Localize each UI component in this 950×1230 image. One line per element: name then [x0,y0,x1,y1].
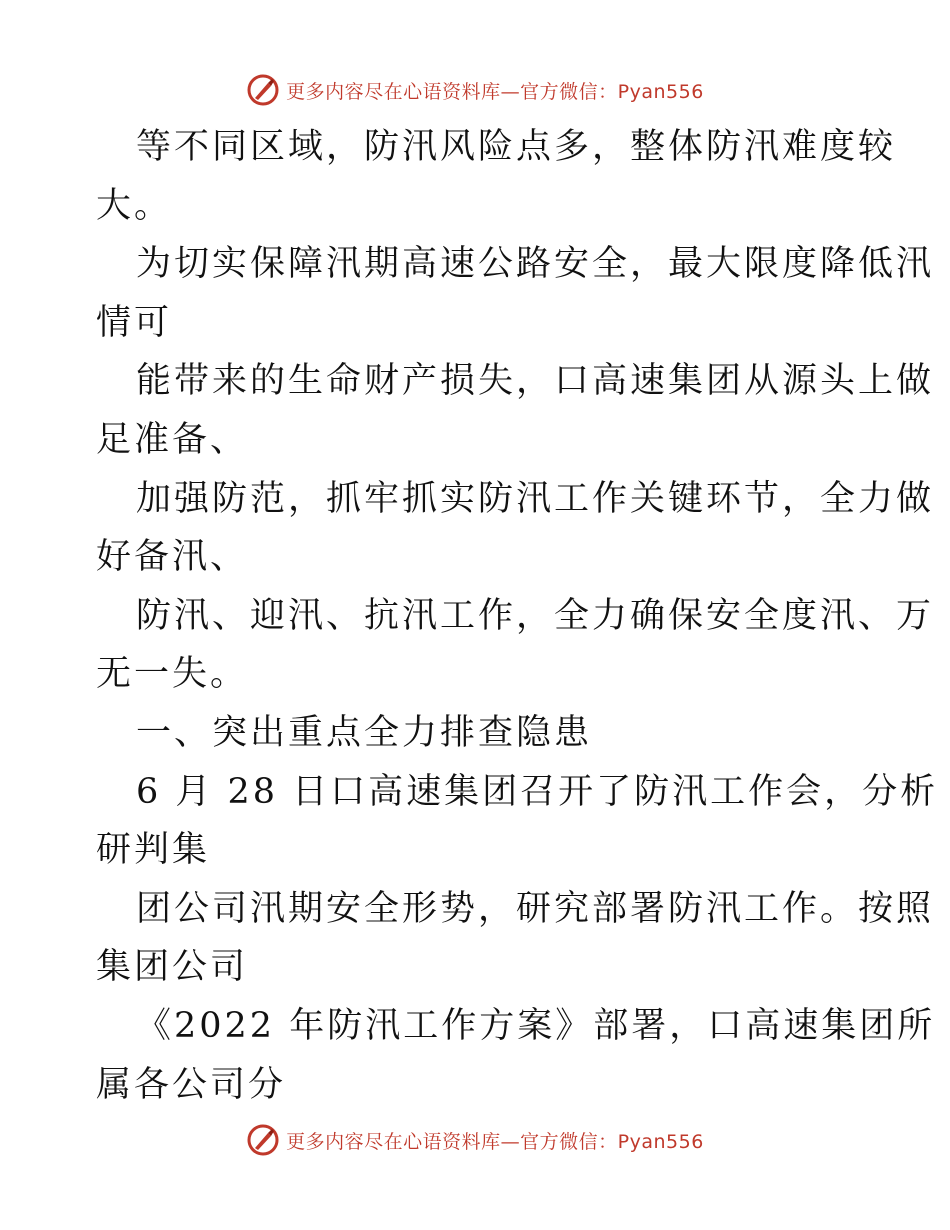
text-line: 情可 [96,302,173,343]
text-line: 无一失。 [96,654,249,695]
text-line: 《2022 年防汛工作方案》部署，口高速集团所 [136,1005,936,1046]
red-pen-seal-icon [246,1123,280,1157]
section-heading: 一、突出重点全力排查隐患 [136,712,593,753]
text-line: 集团公司 [96,947,249,988]
watermark-text: 更多内容尽在心语资料库—官方微信：Pyan556 [286,1130,704,1153]
red-pen-seal-icon [246,73,280,107]
watermark-text: 更多内容尽在心语资料库—官方微信：Pyan556 [286,80,704,103]
text-line: 能带来的生命财产损失，口高速集团从源头上做 [136,361,935,402]
footer-watermark [0,1120,950,1160]
text-line: 属各公司分 [96,1064,287,1105]
text-line: 好备汛、 [96,537,249,578]
header-watermark [0,70,950,110]
text-line: 研判集 [96,830,211,871]
text-line: 加强防范，抓牢抓实防汛工作关键环节，全力做 [136,478,935,519]
text-line: 为切实保障汛期高速公路安全，最大限度降低汛 [136,244,935,285]
document-body [96,118,939,1114]
text-line: 防汛、迎汛、抗汛工作，全力确保安全度汛、万 [136,595,935,636]
text-line: 6 月 28 日口高速集团召开了防汛工作会，分析 [136,771,939,812]
text-line: 足准备、 [96,419,249,460]
text-line: 团公司汛期安全形势，研究部署防汛工作。按照 [136,888,935,929]
text-line: 等不同区域，防汛风险点多，整体防汛难度较 [136,127,897,167]
text-line: 大。 [96,185,173,226]
